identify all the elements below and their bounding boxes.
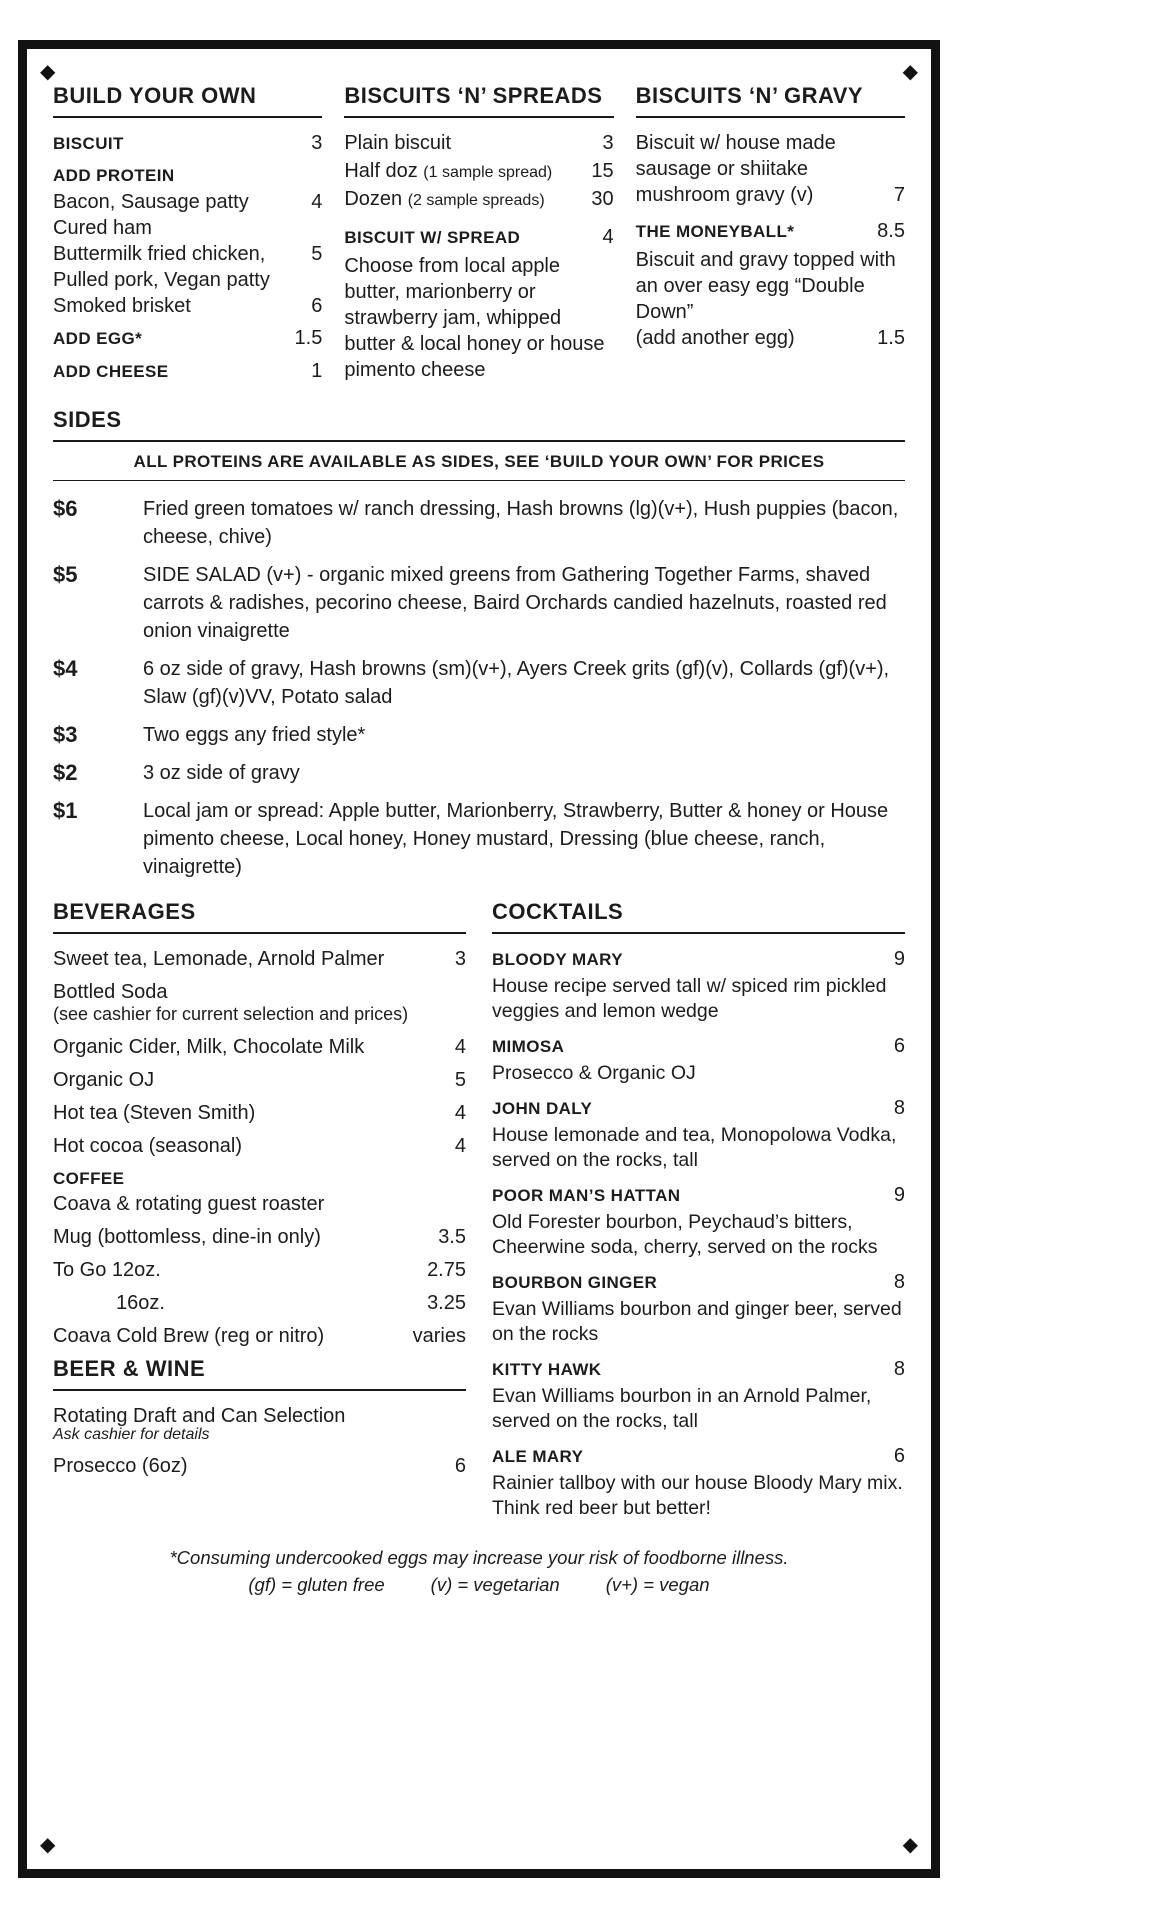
item-label: Pulled pork, Vegan patty [53,269,270,291]
item-price: 9 [893,1184,905,1206]
menu-row [53,1224,466,1250]
item-subtext: Ask cashier for details [53,1426,210,1443]
corner-diamond-icon: ◆ [40,61,56,83]
cocktail-name: POOR MAN’S HATTAN [492,1186,681,1205]
side-description: Two eggs any fried style* [143,724,366,746]
item-note: (1 sample spread) [423,164,553,181]
menu-row [53,241,322,267]
menu-row [344,158,613,186]
cocktail-description: House recipe served tall w/ spiced rim pickled veggies and lemon wedge [492,975,887,1022]
menu-content [53,83,905,1597]
item-price: 6 [454,1455,466,1477]
item-label: ADD PROTEIN [53,166,175,185]
side-price: $1 [53,798,78,823]
item-description: Choose from local apple butter, marionberry or strawberry jam, whipped butter & local honey or house pimento cheese [344,255,605,381]
item-label: Cured ham [53,217,152,239]
item-price: 15 [591,160,614,182]
item-price: 30 [591,188,614,210]
cocktail-item [492,1356,905,1434]
corner-diamond-icon: ◆ [40,1834,56,1856]
item-label-text: Plain biscuit [344,132,452,154]
item-price: 2.75 [427,1259,466,1281]
item-price: 8.5 [877,220,905,242]
dietary-legend [53,1573,905,1597]
bottom-sections [53,899,905,1530]
section-title-biscuits-n-spreads: BISCUITS ‘N’ SPREADS [344,83,613,118]
item-label: Smoked brisket [53,295,191,317]
item-price: 8 [893,1271,905,1293]
item-label: Mug (bottomless, dine-in only) [53,1226,321,1248]
menu-row [53,130,322,157]
side-description: 3 oz side of gravy [143,762,300,784]
item-label: Sweet tea, Lemonade, Arnold Palmer [53,948,385,970]
menu-row [53,1034,466,1060]
side-price: $5 [53,562,78,587]
menu-row [53,215,322,241]
item-price: varies [412,1325,466,1347]
side-row [53,561,905,645]
top-sections [53,83,905,385]
item-label: Bacon, Sausage patty [53,191,249,213]
item-price: 3 [311,132,323,154]
menu-frame [18,40,940,1878]
item-label [344,158,552,186]
item-price: 6 [311,295,323,317]
cocktail-item [492,1095,905,1173]
menu-row [53,1100,466,1126]
menu-row [53,293,322,319]
side-description: Fried green tomatoes w/ ranch dressing, Hash browns (lg)(v+), Hush puppies (bacon, cheese, chive) [143,498,899,548]
cocktail-name: KITTY HAWK [492,1360,602,1379]
cocktail-item [492,1182,905,1260]
menu-row [53,1257,466,1283]
item-price: 1.5 [877,327,905,349]
menu-row [53,1323,466,1349]
section-beverages [53,899,466,1349]
side-price: $4 [53,656,78,681]
menu-row [344,186,613,214]
item-price: 8 [893,1358,905,1380]
item-price: 7 [893,184,905,206]
item-label: Organic OJ [53,1069,155,1091]
cocktail-name: JOHN DALY [492,1099,593,1118]
item-subtext: (see cashier for current selection and prices) [53,1004,409,1024]
item-description: Biscuit w/ house made sausage or shiitake mushroom gravy (v) [635,132,836,206]
item-price: 3.25 [427,1292,466,1314]
item-label: To Go 12oz. [53,1259,161,1281]
menu-row [492,1269,905,1296]
menu-row [492,946,905,973]
cocktail-item [492,946,905,1024]
menu-row [53,358,322,385]
coffee-heading: COFFEE [53,1169,125,1188]
menu-row [53,946,466,972]
side-row [53,721,905,749]
side-row [53,797,905,881]
side-description: Local jam or spread: Apple butter, Marionberry, Strawberry, Butter & honey or House pimento cheese, Local honey, Honey mustard, Dressing (blue cheese, ranch, vinaigrette) [143,800,889,878]
item-label: Coava Cold Brew (reg or nitro) [53,1325,325,1347]
cocktail-description: Prosecco & Organic OJ [492,1062,696,1084]
item-label [344,186,544,214]
item-description: Biscuit and gravy topped with an over easy egg “Double Down” [635,249,896,323]
item-price: 6 [893,1445,905,1467]
item-price: 9 [893,948,905,970]
item-price: 4 [311,191,323,213]
item-label: Bottled Soda [53,981,168,1003]
item-label: BISCUIT [53,134,124,153]
item-price: 1 [311,360,323,382]
menu-row [636,218,905,245]
side-row [53,759,905,787]
item-price: 3 [602,132,614,154]
right-column [492,899,905,1530]
item-price: 8 [893,1097,905,1119]
menu-row [53,267,322,293]
item-price: 1.5 [294,327,323,349]
side-price: $6 [53,496,78,521]
section-title-beer-wine: BEER & WINE [53,1356,466,1391]
cocktail-description: Evan Williams bourbon and ginger beer, served on the rocks [492,1298,902,1345]
menu-row [344,224,613,251]
menu-row [53,1453,466,1479]
menu-row [344,130,613,158]
side-description: 6 oz side of gravy, Hash browns (sm)(v+), Ayers Creek grits (gf)(v), Collards (gf)(v+), Slaw (gf)(v)VV, Potato salad [143,658,890,708]
section-title-cocktails: COCKTAILS [492,899,905,934]
menu-row [53,325,322,352]
item-label-text: Dozen [344,188,403,210]
item-label: ADD EGG* [53,329,143,348]
corner-diamond-icon: ◆ [902,61,918,83]
menu-row [492,1356,905,1383]
cocktail-name: ALE MARY [492,1447,584,1466]
item-label: BISCUIT W/ SPREAD [344,228,521,247]
cocktail-item [492,1033,905,1086]
cocktail-description: Old Forester bourbon, Peychaud’s bitters, Cheerwine soda, cherry, served on the rocks [492,1211,878,1258]
item-price: 5 [454,1069,466,1091]
side-description: SIDE SALAD (v+) - organic mixed greens from Gathering Together Farms, shaved carrots & radishes, pecorino cheese, Baird Orchards candied hazelnuts, roasted red onion vinaigrette [143,564,887,642]
item-price: 6 [893,1035,905,1057]
menu-row [492,1033,905,1060]
legend-vegan: (v+) = vegan [605,1574,710,1595]
section-biscuits-n-spreads [344,83,613,385]
side-price: $3 [53,722,78,747]
item-label-text: Half doz [344,160,418,182]
section-biscuits-n-gravy [636,83,905,385]
item-label: Organic Cider, Milk, Chocolate Milk [53,1036,365,1058]
menu-row [53,189,322,215]
menu-row [492,1182,905,1209]
side-row [53,655,905,711]
cocktail-name: BLOODY MARY [492,950,623,969]
item-label: Buttermilk fried chicken, [53,243,266,265]
menu-row [53,163,322,189]
coffee-subtext: Coava & rotating guest roaster [53,1193,325,1215]
item-price: 3.5 [438,1226,466,1248]
side-row [53,495,905,551]
menu-row [53,1067,466,1093]
cocktail-name: MIMOSA [492,1037,565,1056]
item-price: 5 [311,243,323,265]
item-price: 4 [454,1036,466,1058]
cocktail-description: House lemonade and tea, Monopolowa Vodka, served on the rocks, tall [492,1124,897,1171]
item-label: Hot cocoa (seasonal) [53,1135,242,1157]
item-label: ADD CHEESE [53,362,169,381]
item-note: (2 sample spreads) [407,192,545,209]
item-label [344,130,451,158]
sides-note: ALL PROTEINS ARE AVAILABLE AS SIDES, SEE ‘BUILD YOUR OWN’ FOR PRICES [53,452,905,481]
menu-row [53,1290,466,1316]
cocktail-item [492,1443,905,1521]
item-price: 3 [454,948,466,970]
item-label: THE MONEYBALL* [635,222,795,241]
menu-footer [53,1546,905,1597]
cocktail-name: BOURBON GINGER [492,1273,658,1292]
cocktail-item [492,1269,905,1347]
menu-row [492,1443,905,1470]
legend-gluten-free: (gf) = gluten free [248,1574,385,1595]
item-label: Rotating Draft and Can Selection [53,1405,346,1427]
item-price: 4 [454,1102,466,1124]
corner-diamond-icon: ◆ [902,1834,918,1856]
section-title-biscuits-n-gravy: BISCUITS ‘N’ GRAVY [636,83,905,118]
item-price: 4 [602,226,614,248]
section-cocktails [492,899,905,1521]
cocktail-description: Evan Williams bourbon in an Arnold Palmer, served on the rocks, tall [492,1385,872,1432]
side-price: $2 [53,760,78,785]
egg-disclaimer: *Consuming undercooked eggs may increase your risk of foodborne illness. [169,1547,789,1568]
section-build-your-own [53,83,322,385]
menu-row [53,1133,466,1159]
cocktail-description: Rainier tallboy with our house Bloody Mary mix. Think red beer but better! [492,1472,903,1519]
menu-row [636,130,905,208]
section-title-sides: SIDES [53,407,905,442]
item-label: (add another egg) [635,327,795,349]
item-label: 16oz. [116,1292,165,1314]
section-sides [53,407,905,881]
legend-vegetarian: (v) = vegetarian [430,1574,560,1595]
left-column [53,899,466,1530]
item-label: Hot tea (Steven Smith) [53,1102,256,1124]
section-title-build-your-own: BUILD YOUR OWN [53,83,322,118]
section-beer-wine [53,1356,466,1479]
item-price: 4 [454,1135,466,1157]
menu-row [636,325,905,351]
item-label: Prosecco (6oz) [53,1455,188,1477]
section-title-beverages: BEVERAGES [53,899,466,934]
menu-row [492,1095,905,1122]
